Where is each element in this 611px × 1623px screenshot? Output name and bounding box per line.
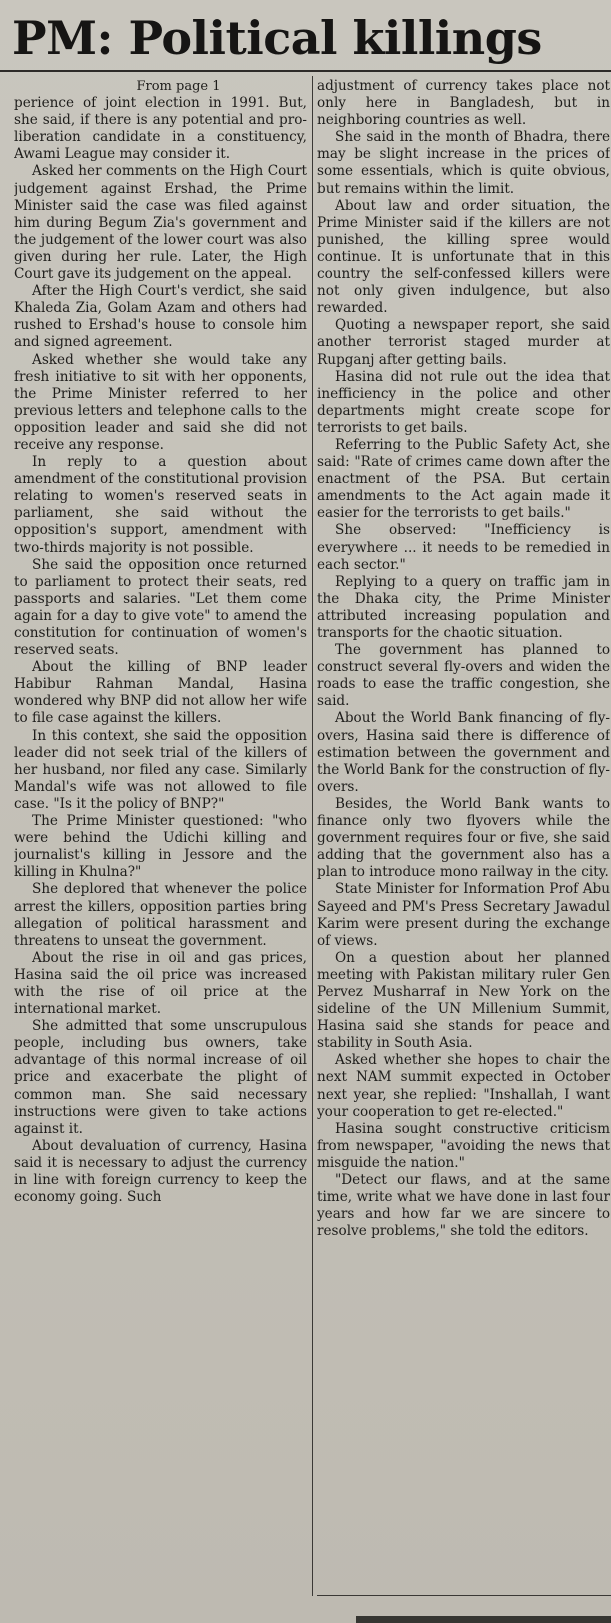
paragraph: adjustment of currency takes place not only here in Bangladesh, but in neighboring countries as well. xyxy=(317,78,610,129)
headline: PM: Political killings xyxy=(12,11,542,65)
paragraph: She observed: "Inefficiency is everywhere ... it needs to be remedied in each sector." xyxy=(317,522,610,573)
paragraph: The government has planned to construct several fly-overs and widen the roads to ease the traffic congestion, she said. xyxy=(317,642,610,710)
paragraph: She said in the month of Bhadra, there may be slight increase in the prices of some essentials, which is quite obvious, but remains within the limit. xyxy=(317,129,610,197)
paragraph: Asked whether she would take any fresh initiative to sit with her opponents, the Prime Minister referred to her previous letters and telephone calls to the opposition leader and said she did not receive any response. xyxy=(14,351,307,453)
paragraph: Besides, the World Bank wants to finance only two flyovers while the government requires four or five, she said adding that the government also has a plan to introduce mono railway in the city. xyxy=(317,795,610,881)
paragraph: She admitted that some unscrupulous people, including bus owners, take advantage of this normal increase of oil price and exacerbate the plight of common man. She said necessary instructions were given to take actions against it. xyxy=(14,1018,307,1137)
paragraph: Hasina sought constructive criticism from newspaper, "avoiding the news that misguide the nation." xyxy=(317,1120,610,1171)
paragraph: State Minister for Information Prof Abu Sayeed and PM's Press Secretary Jawadul Karim were present during the exchange of views. xyxy=(317,881,610,949)
paragraph: She deplored that whenever the police arrest the killers, opposition parties bring allegation of political harassment and threatens to unseat the government. xyxy=(14,881,307,949)
column-divider xyxy=(312,76,313,1596)
paragraph: "Detect our flaws, and at the same time, write what we have done in last four years and how far we are sincere to resolve problems," she told the editors. xyxy=(317,1172,610,1240)
paragraph: perience of joint election in 1991. But, she said, if there is any potential and pro-liberation candidate in a constituency, Awami League may consider it. xyxy=(14,95,307,163)
paragraph: Hasina did not rule out the idea that inefficiency in the police and other departments might create scope for terrorists to get bails. xyxy=(317,368,610,436)
paragraph: Asked whether she hopes to chair the next NAM summit expected in October next year, she replied: "Inshallah, I want your cooperation to get re-elected." xyxy=(317,1052,610,1120)
paragraph: Asked her comments on the High Court judgement against Ershad, the Prime Minister said the case was filed against him during Begum Zia's government and the judgement of the lower court was also given during her rule. Later, the High Court gave its judgement on the appeal. xyxy=(14,163,307,283)
paragraph: On a question about her planned meeting with Pakistan military ruler Gen Pervez Musharraf in New York on the sideline of the UN Millenium Summit, Hasina said she stands for peace and stability in South Asia. xyxy=(317,949,610,1052)
paragraph: Quoting a newspaper report, she said another terrorist staged murder at Rupganj after getting bails. xyxy=(317,317,610,368)
paragraph: She said the opposition once returned to parliament to protect their seats, red passports and salaries. "Let them come again for a day to give vote" to amend the constitution for continuation of women's reserved seats. xyxy=(14,556,307,659)
paragraph: Replying to a query on traffic jam in the Dhaka city, the Prime Minister attributed increasing population and transports for the chaotic situation. xyxy=(317,573,610,641)
paragraph: About the World Bank financing of fly-overs, Hasina said there is difference of estimation between the government and the World Bank for the construction of fly-overs. xyxy=(317,710,610,795)
paragraph: The Prime Minister questioned: "who were behind the Udichi killing and journalist's killing in Jessore and the killing in Khulna?" xyxy=(14,813,307,881)
paragraph: In this context, she said the opposition leader did not seek trial of the killers of her husband, nor filed any case. Similarly Mandal's wife was not allowed to file case. "Is it the policy of BNP?" xyxy=(14,727,307,812)
paragraph: About devaluation of currency, Hasina said it is necessary to adjust the currency in line with foreign currency to keep the economy going. Such xyxy=(14,1137,307,1206)
jump-line: From page 1 xyxy=(136,79,221,94)
paragraph: In reply to a question about amendment of the constitutional provision relating to women's reserved seats in parliament, she said without the opposition's support, amendment with two-thirds majority is not possible. xyxy=(14,454,307,556)
paragraph: About the rise in oil and gas prices, Hasina said the oil price was increased with the rise of oil price at the international market. xyxy=(14,949,307,1018)
right-column xyxy=(317,78,610,1621)
paragraph: About the killing of BNP leader Habibur Rahman Mandal, Hasina wondered why BNP did not allow her wife to file case against the killers. xyxy=(14,659,307,727)
bottom-rule xyxy=(317,1595,611,1596)
paragraph: After the High Court's verdict, she said Khaleda Zia, Golam Azam and others had rushed to Ershad's house to console him and signed agreement. xyxy=(14,283,307,351)
paragraph: Referring to the Public Safety Act, she said: "Rate of crimes came down after the enactment of the PSA. But certain amendments to the Act again made it easier for the terrorists to get bails." xyxy=(317,436,610,522)
left-column xyxy=(14,78,307,1621)
headline-rule xyxy=(0,70,611,72)
paragraph: About law and order situation, the Prime Minister said if the killers are not punished, the killing spree would continue. It is unfortunate that in this country the self-confessed killers were not only given indulgence, but also rewarded. xyxy=(317,197,610,317)
